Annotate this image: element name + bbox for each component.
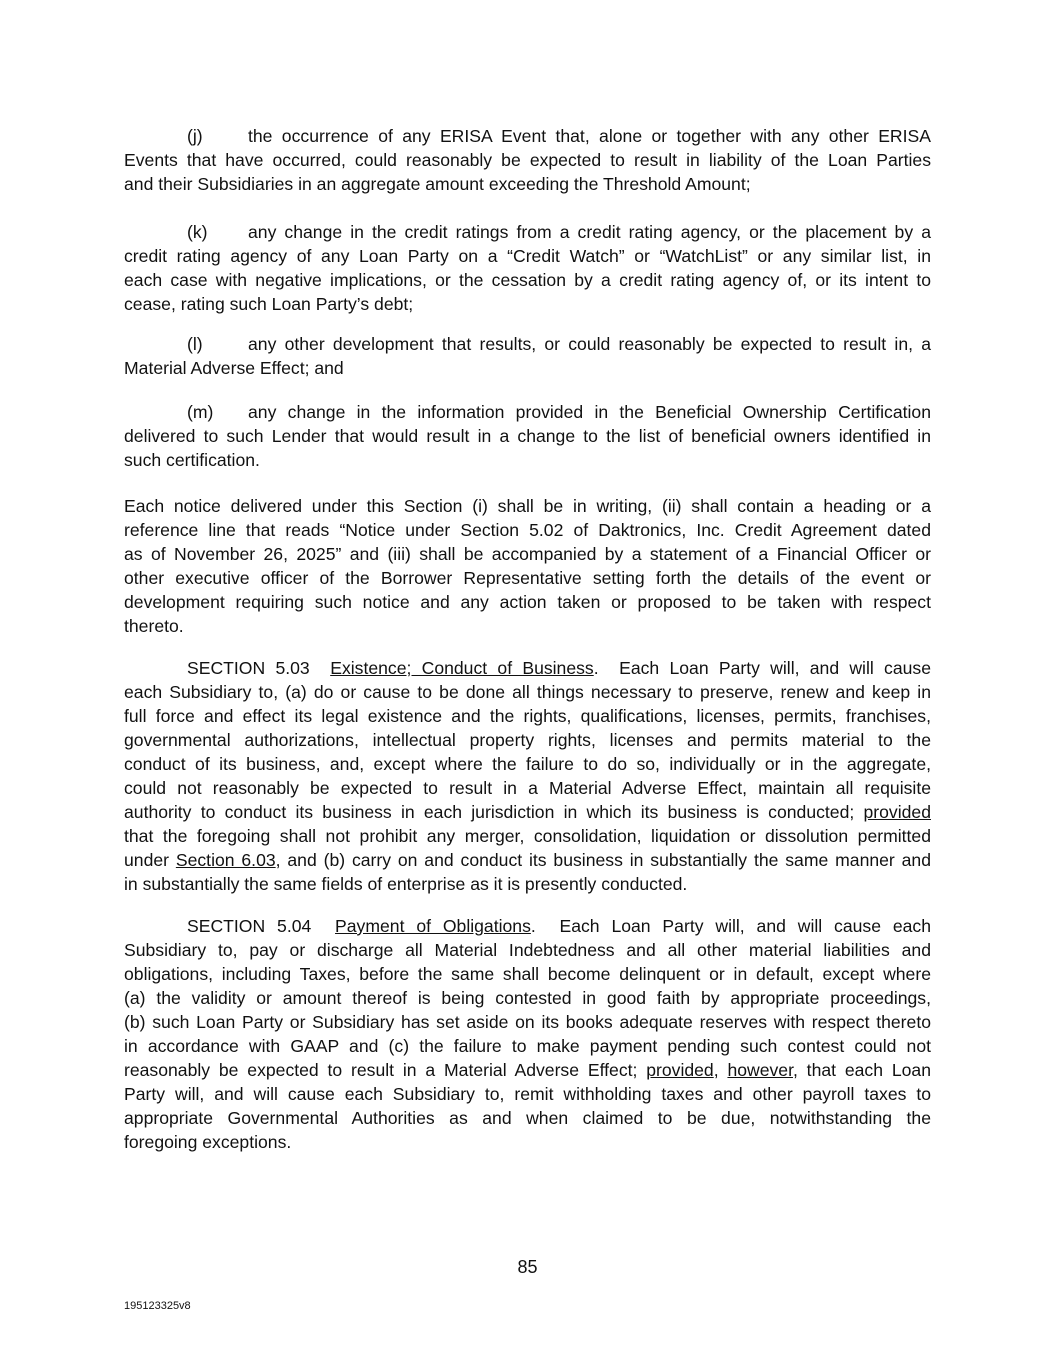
document-id: 195123325v8 xyxy=(124,1300,191,1312)
paragraph xyxy=(124,494,931,638)
paragraph xyxy=(124,124,931,196)
text-line xyxy=(124,914,931,938)
text-line xyxy=(124,1130,931,1154)
text-line xyxy=(124,448,931,472)
text-line xyxy=(124,1106,931,1130)
text-line xyxy=(124,704,931,728)
text-line xyxy=(124,614,931,638)
text-line xyxy=(124,938,931,962)
text-segment: SECTION 5.04 xyxy=(187,916,336,936)
text-segment: any other development that results, or could reasonably be expected to result in, a xyxy=(248,334,931,354)
text-segment: credit rating agency of any Loan Party on a “Credit Watch” or “WatchList” or any similar list, in xyxy=(124,246,931,266)
page-number: 85 xyxy=(517,1257,538,1277)
paragraph xyxy=(124,400,931,472)
underlined-term: Existence; Conduct of Business xyxy=(330,658,594,678)
paragraph xyxy=(124,332,931,380)
text-segment: full force and effect its legal existence and the rights, qualifications, licenses, permits, franchises, xyxy=(124,706,931,726)
text-segment: appropriate Governmental Authorities as and when claimed to be due, notwithstanding the xyxy=(124,1108,931,1128)
text-segment: Party will, and will cause each Subsidiary to, remit withholding taxes and other payroll taxes to xyxy=(124,1084,931,1104)
text-line xyxy=(124,124,931,148)
text-line xyxy=(124,148,931,172)
text-segment: the occurrence of any ERISA Event that, alone or together with any other ERISA xyxy=(248,126,931,146)
text-segment: in accordance with GAAP and (c) the failure to make payment pending such contest could not xyxy=(124,1036,931,1056)
underlined-term: Payment of Obligations xyxy=(335,916,531,936)
text-line xyxy=(124,986,931,1010)
text-line xyxy=(124,656,931,680)
underlined-term: Section 6.03 xyxy=(175,850,276,870)
text-line xyxy=(124,356,931,380)
text-segment: reference line that reads “Notice under Section 5.02 of Daktronics, Inc. Credit Agreement dated xyxy=(124,520,931,540)
text-line xyxy=(124,292,931,316)
text-segment: any change in the information provided in the Beneficial Ownership Certification xyxy=(248,402,931,422)
text-segment: conduct of its business, and, except where the failure to do so, individually or in the aggregate, xyxy=(124,754,931,774)
text-segment: . Each Loan Party will, and will cause xyxy=(593,658,931,678)
paragraph xyxy=(124,220,931,316)
text-segment: such certification. xyxy=(124,450,260,470)
text-line xyxy=(124,518,931,542)
text-line xyxy=(124,872,931,896)
text-line xyxy=(124,1034,931,1058)
text-segment: governmental authorizations, intellectual property rights, licenses and permits material to the xyxy=(124,730,931,750)
text-segment: . Each Loan Party will, and will cause each xyxy=(530,916,931,936)
text-segment: as of November 26, 2025” and (iii) shall be accompanied by a statement of a Financial Officer or xyxy=(124,544,931,564)
text-line xyxy=(124,172,931,196)
text-segment: foregoing exceptions. xyxy=(124,1132,292,1152)
text-line xyxy=(124,848,931,872)
text-segment: Material Adverse Effect; and xyxy=(124,358,344,378)
text-line xyxy=(124,1010,931,1034)
text-line xyxy=(124,268,931,292)
text-segment: in substantially the same fields of enterprise as it is presently conducted. xyxy=(124,874,688,894)
clause-label: (k) xyxy=(187,222,208,242)
text-segment: obligations, including Taxes, before the same shall become delinquent or in default, except where xyxy=(124,964,931,984)
paragraph xyxy=(124,656,931,896)
text-segment: , that each Loan xyxy=(792,1060,931,1080)
text-line xyxy=(124,220,931,244)
text-segment: each Subsidiary to, (a) do or cause to be done all things necessary to preserve, renew and keep in xyxy=(124,682,931,702)
clause-label: (l) xyxy=(187,334,203,354)
text-segment: , and (b) carry on and conduct its business in substantially the same manner and xyxy=(275,850,931,870)
text-line xyxy=(124,566,931,590)
underlined-term: however xyxy=(727,1060,793,1080)
paragraph xyxy=(124,914,931,1154)
text-line xyxy=(124,962,931,986)
text-line xyxy=(124,494,931,518)
text-segment: each case with negative implications, or the cessation by a credit rating agency of, or its intent to xyxy=(124,270,931,290)
text-line xyxy=(124,728,931,752)
clause-label: (m) xyxy=(187,402,214,422)
text-line xyxy=(124,1058,931,1082)
underlined-term: provided xyxy=(646,1060,714,1080)
text-segment: (b) such Loan Party or Subsidiary has set aside on its books adequate reserves with respect thereto xyxy=(124,1012,931,1032)
text-line xyxy=(124,800,931,824)
text-segment: , xyxy=(713,1060,728,1080)
text-line xyxy=(124,542,931,566)
text-segment: development requiring such notice and any action taken or proposed to be taken with respect xyxy=(124,592,931,612)
text-segment: that the foregoing shall not prohibit any merger, consolidation, liquidation or dissolution permitted xyxy=(124,826,931,846)
text-segment: thereto. xyxy=(124,616,184,636)
text-segment: could not reasonably be expected to result in a Material Adverse Effect, maintain all requisite xyxy=(124,778,931,798)
clause-label: (j) xyxy=(187,126,203,146)
text-segment: cease, rating such Loan Party’s debt; xyxy=(124,294,414,314)
text-line xyxy=(124,590,931,614)
text-line xyxy=(124,244,931,268)
text-line xyxy=(124,680,931,704)
text-line xyxy=(124,752,931,776)
text-line xyxy=(124,424,931,448)
text-segment: reasonably be expected to result in a Material Adverse Effect; xyxy=(124,1060,647,1080)
text-segment: Subsidiary to, pay or discharge all Material Indebtedness and all other material liabilities and xyxy=(124,940,931,960)
text-segment: (a) the validity or amount thereof is being contested in good faith by appropriate proceedings, xyxy=(124,988,931,1008)
text-line xyxy=(124,776,931,800)
text-segment: Events that have occurred, could reasonably be expected to result in liability of the Loan Parties xyxy=(124,150,931,170)
underlined-term: provided xyxy=(863,802,931,822)
text-segment: any change in the credit ratings from a credit rating agency, or the placement by a xyxy=(248,222,931,242)
text-segment: under xyxy=(124,850,176,870)
text-segment: Each notice delivered under this Section (i) shall be in writing, (ii) shall contain a heading or a xyxy=(124,496,931,516)
text-segment: SECTION 5.03 xyxy=(187,658,331,678)
text-segment: authority to conduct its business in each jurisdiction in which its business is conducted; xyxy=(124,802,864,822)
text-line xyxy=(124,332,931,356)
text-line xyxy=(124,400,931,424)
text-segment: delivered to such Lender that would result in a change to the list of beneficial owners identified in xyxy=(124,426,931,446)
text-line xyxy=(124,824,931,848)
text-line xyxy=(124,1082,931,1106)
text-segment: other executive officer of the Borrower Representative setting forth the details of the event or xyxy=(124,568,931,588)
text-segment: and their Subsidiaries in an aggregate amount exceeding the Threshold Amount; xyxy=(124,174,751,194)
